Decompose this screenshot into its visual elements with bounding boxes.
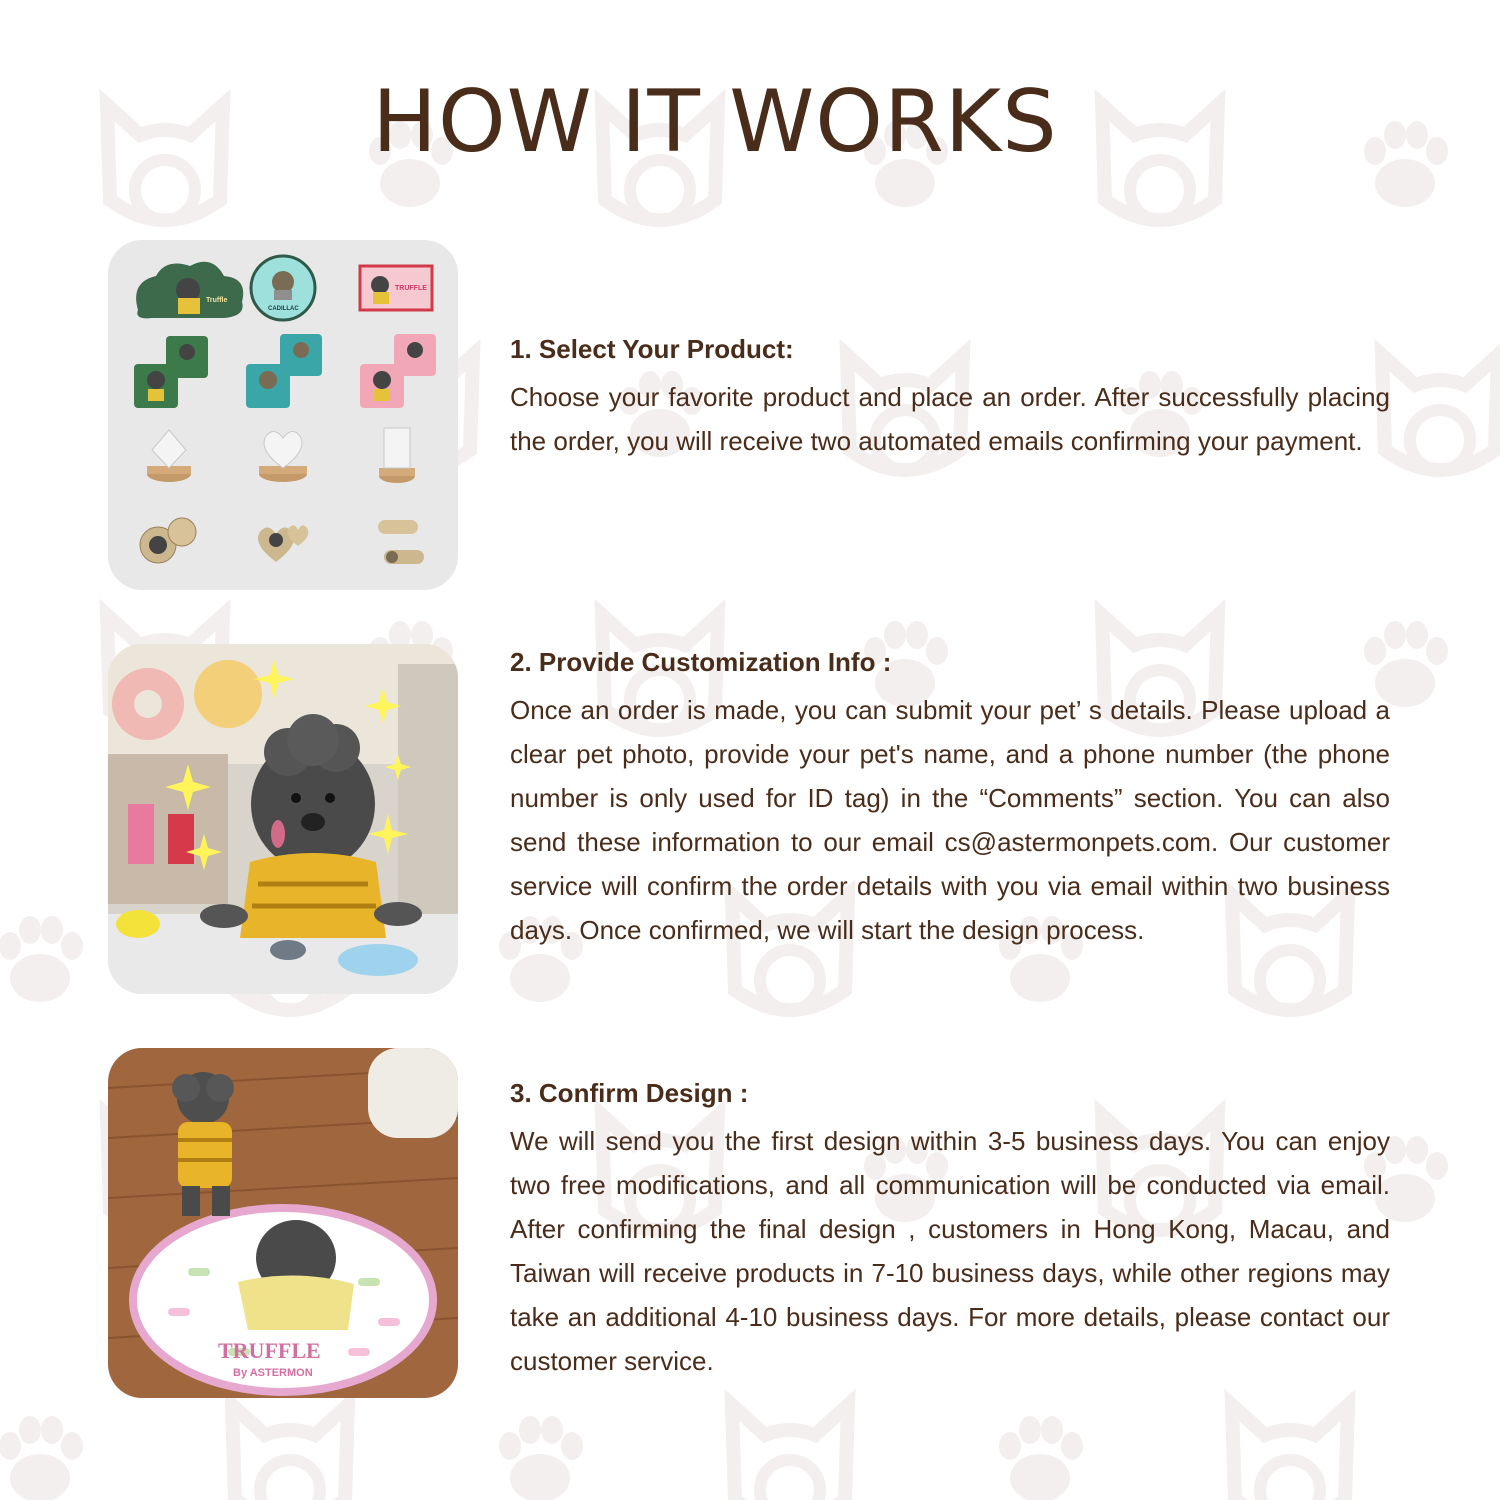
poodle-photo-image <box>108 644 458 994</box>
page-title: HOW IT WORKS <box>372 72 1058 172</box>
step-3-body: We will send you the first design within 3-5 business days. You can enjoy two free modifications, and all communication will be conducted via email. After confirming the final design , customers in Hong Kong, Macau, and Taiwan will receive products in 7-10 business days, while other regions may take an additional 4-10 business days. For more details, please contact our customer service. <box>510 1126 1390 1376</box>
poodle-photo-icon <box>108 644 458 994</box>
step-3-text <box>510 1075 1390 1383</box>
step-1-text <box>510 331 1390 463</box>
product-grid-icon <box>108 240 458 590</box>
step-3-heading: 3. Confirm Design : <box>510 1078 749 1108</box>
rug-sublabel: By ASTERMON <box>233 1367 313 1379</box>
sticker-label-truffle: Truffle <box>206 297 228 304</box>
step-1-heading: 1. Select Your Product: <box>510 334 794 364</box>
step-2-body: Once an order is made, you can submit your pet’ s details. Please upload a clear pet photo, provide your pet's name, and a phone number (the phone number is only used for ID tag) in the “Comments” section. You can also send these information to our email cs@astermonpets.com. Our customer service will confirm the order details with you via email within two business days. Once confirmed, we will start the design process. <box>510 695 1390 945</box>
step-2-text <box>510 644 1390 952</box>
product-grid-image <box>108 240 458 590</box>
rect-sticker <box>360 266 432 310</box>
poodle-rug-image <box>108 1048 458 1398</box>
rug-label: TRUFFLE <box>218 1338 321 1363</box>
step-2-heading: 2. Provide Customization Info : <box>510 647 892 677</box>
sticker-label-cadillac: CADILLAC <box>268 306 299 312</box>
round-sticker <box>251 256 315 320</box>
sticker-label-truffle-pink: TRUFFLE <box>395 285 427 292</box>
crystal-cube <box>379 428 415 483</box>
step-1-body: Choose your favorite product and place an order. After successfully placing the order, you will receive two automated emails confirming your payment. <box>510 382 1390 456</box>
poodle-rug-icon <box>108 1048 458 1398</box>
